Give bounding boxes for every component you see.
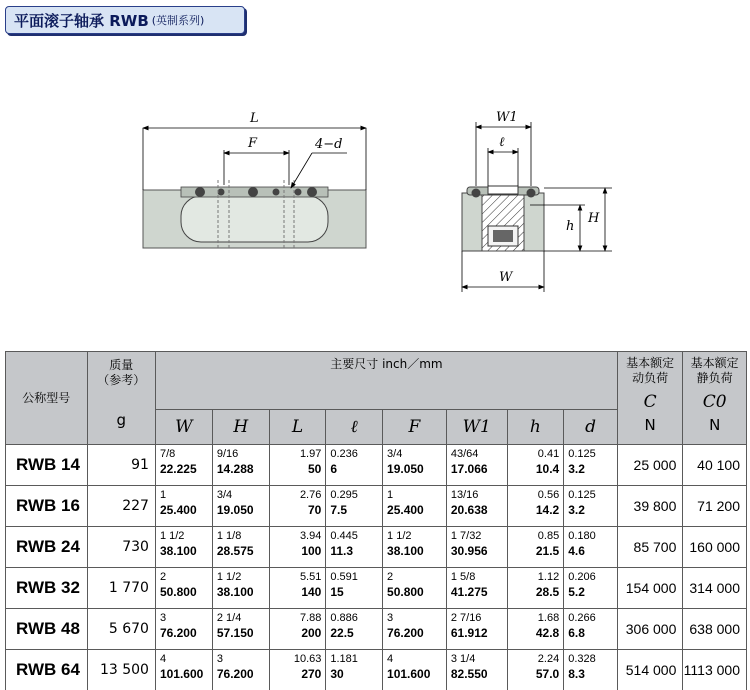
header-col-F: F: [383, 410, 447, 445]
dim-cell-W: [155, 486, 212, 527]
dim-inch-value: 2: [159, 571, 167, 583]
dim-inch-value: 2.24: [537, 653, 560, 665]
dim-inch-value: 3 1/4: [450, 653, 476, 665]
mass-cell: 91: [87, 445, 155, 486]
dim-inch-value: 0.886: [330, 612, 358, 624]
dim-inch-value: 1.97: [299, 448, 322, 460]
page-subtitle: (英制系列): [151, 14, 205, 27]
dim-cell-W1: [446, 568, 507, 609]
dim-mm-value: 21.5: [535, 544, 560, 558]
dim-mm-value: 76.200: [216, 667, 254, 681]
dim-mm-value: 50.800: [387, 585, 424, 599]
header-col-h: h: [507, 410, 564, 445]
dim-F-label: F: [248, 136, 258, 151]
dim-cell-d: [564, 568, 618, 609]
mass-cell: 5 670: [87, 609, 155, 650]
dim-inch-value: 13/16: [450, 489, 479, 501]
dim-cell-H: [212, 650, 269, 690]
dynamic-load-cell: 39 800: [617, 486, 682, 527]
dim-cell-H: [212, 445, 269, 486]
dynamic-load-cell: 306 000: [617, 609, 682, 650]
dim-mm-value: 57.0: [535, 667, 560, 681]
dim-mm-value: 5.2: [568, 585, 585, 599]
dim-cell-L: [269, 650, 326, 690]
dim-cell-L: [269, 609, 326, 650]
dim-ell-label: ℓ: [499, 135, 505, 150]
dim-inch-value: 1.181: [330, 653, 358, 665]
header-col-L: L: [269, 410, 326, 445]
dim-cell-L: [269, 486, 326, 527]
dim-mm-value: 38.100: [159, 544, 197, 558]
dynamic-load-cell: 514 000: [617, 650, 682, 690]
dim-inch-value: 1 1/2: [159, 530, 185, 542]
dim-mm-value: 25.400: [159, 503, 197, 517]
dim-inch-value: 1 1/2: [387, 530, 412, 542]
dim-inch-value: 1 1/8: [216, 530, 242, 542]
dim-cell-ell: [326, 650, 383, 690]
dim-mm-value: 101.600: [159, 667, 204, 681]
dim-inch-value: 0.266: [568, 612, 596, 624]
dim-inch-value: 0.206: [568, 571, 596, 583]
dim-cell-h: [507, 650, 564, 690]
dim-inch-value: 3: [216, 653, 223, 665]
dim-cell-F: [383, 609, 447, 650]
dim-inch-value: 2: [387, 571, 394, 583]
dim-inch-value: 1.68: [537, 612, 560, 624]
dim-inch-value: 3/4: [216, 489, 233, 501]
dim-mm-value: 3.2: [568, 503, 585, 517]
model-cell: RWB 14: [6, 445, 88, 486]
dim-mm-value: 38.100: [216, 585, 254, 599]
dim-mm-value: 50: [308, 462, 322, 476]
dim-inch-value: 3.94: [299, 530, 322, 542]
dim-cell-F: [383, 445, 447, 486]
dim-inch-value: 0.591: [330, 571, 358, 583]
dim-mm-value: 38.100: [387, 544, 424, 558]
dim-cell-ell: [326, 527, 383, 568]
dim-W-label: W: [499, 270, 513, 285]
dim-mm-value: 19.050: [387, 462, 424, 476]
header-col-d: d: [564, 410, 618, 445]
dim-mm-value: 50.800: [159, 585, 197, 599]
dim-cell-W: [155, 650, 212, 690]
model-cell: RWB 48: [6, 609, 88, 650]
dim-mm-value: 6: [330, 462, 338, 476]
header-dims: 主要尺寸 inch／mm: [155, 352, 617, 410]
dim-mm-value: 22.225: [159, 462, 197, 476]
dim-inch-value: 3: [159, 612, 167, 624]
dim-mm-value: 15: [330, 585, 344, 599]
dim-inch-value: 0.295: [330, 489, 358, 501]
dim-cell-F: [383, 527, 447, 568]
header-mass: 质量 （参考） g: [87, 352, 155, 445]
dim-inch-value: 5.51: [299, 571, 322, 583]
dim-inch-value: 4: [387, 653, 394, 665]
dim-cell-W1: [446, 650, 507, 690]
dim-mm-value: 100: [301, 544, 322, 558]
dim-cell-ell: [326, 609, 383, 650]
dim-mm-value: 28.5: [535, 585, 560, 599]
dim-mm-value: 28.575: [216, 544, 254, 558]
static-load-cell: 160 000: [683, 527, 747, 568]
dim-cell-F: [383, 568, 447, 609]
model-cell: RWB 16: [6, 486, 88, 527]
dim-inch-value: 2 1/4: [216, 612, 242, 624]
dim-mm-value: 14.288: [216, 462, 254, 476]
dim-mm-value: 76.200: [159, 626, 197, 640]
dim-cell-H: [212, 609, 269, 650]
dim-mm-value: 42.8: [535, 626, 560, 640]
dim-H-label: H: [588, 211, 600, 226]
table-row: [6, 527, 747, 568]
dim-inch-value: 43/64: [450, 448, 479, 460]
static-load-cell: 638 000: [683, 609, 747, 650]
header-static-load: 基本额定 静负荷 C0 N: [683, 352, 747, 445]
dim-cell-d: [564, 650, 618, 690]
dim-mm-value: 140: [301, 585, 322, 599]
dim-mm-value: 25.400: [387, 503, 424, 517]
dim-mm-value: 11.3: [330, 544, 354, 558]
dim-inch-value: 1.12: [537, 571, 560, 583]
dim-mm-value: 3.2: [568, 462, 585, 476]
dim-mm-value: 14.2: [535, 503, 560, 517]
dim-hole-label: 4−d: [315, 137, 343, 152]
dim-cell-W: [155, 527, 212, 568]
dim-mm-value: 20.638: [450, 503, 488, 517]
dim-cell-W1: [446, 527, 507, 568]
dim-cell-h: [507, 527, 564, 568]
dim-mm-value: 82.550: [450, 667, 488, 681]
dim-inch-value: 0.328: [568, 653, 596, 665]
dim-cell-h: [507, 568, 564, 609]
dim-cell-W: [155, 568, 212, 609]
dim-cell-W1: [446, 486, 507, 527]
dim-inch-value: 1 1/2: [216, 571, 242, 583]
dim-cell-H: [212, 568, 269, 609]
dim-mm-value: 101.600: [387, 667, 431, 681]
model-cell: RWB 64: [6, 650, 88, 690]
mass-cell: 227: [87, 486, 155, 527]
static-load-cell: 71 200: [683, 486, 747, 527]
dim-cell-d: [564, 486, 618, 527]
table-row: [6, 568, 747, 609]
dim-mm-value: 8.3: [568, 667, 585, 681]
dim-cell-W: [155, 609, 212, 650]
dim-cell-F: [383, 486, 447, 527]
dim-inch-value: 1: [387, 489, 394, 501]
model-cell: RWB 24: [6, 527, 88, 568]
spec-table-body: [6, 445, 747, 690]
dim-inch-value: 0.236: [330, 448, 358, 460]
dim-inch-value: 7/8: [159, 448, 176, 460]
mass-cell: 730: [87, 527, 155, 568]
dim-L-label: L: [250, 111, 259, 126]
header-col-ell: ℓ: [326, 410, 383, 445]
dim-inch-value: 1 7/32: [450, 530, 482, 542]
dim-inch-value: 0.445: [330, 530, 358, 542]
dim-cell-W1: [446, 445, 507, 486]
dim-mm-value: 4.6: [568, 544, 585, 558]
dim-inch-value: 2.76: [299, 489, 322, 501]
dim-mm-value: 70: [308, 503, 322, 517]
header-model: 公称型号: [6, 352, 88, 445]
dim-inch-value: 3/4: [387, 448, 403, 460]
dim-inch-value: 1 5/8: [450, 571, 476, 583]
dim-mm-value: 17.066: [450, 462, 488, 476]
dim-cell-F: [383, 650, 447, 690]
header-col-W1: W1: [446, 410, 507, 445]
table-row: [6, 486, 747, 527]
dim-mm-value: 6.8: [568, 626, 585, 640]
side-view: [143, 111, 366, 250]
dynamic-load-cell: 25 000: [617, 445, 682, 486]
dim-h-label: h: [566, 219, 575, 234]
dim-inch-value: 10.63: [293, 653, 322, 665]
dim-mm-value: 270: [301, 667, 322, 681]
dim-cell-L: [269, 445, 326, 486]
dim-mm-value: 22.5: [330, 626, 354, 640]
dim-inch-value: 0.180: [568, 530, 596, 542]
dim-inch-value: 0.56: [537, 489, 560, 501]
dim-cell-H: [212, 486, 269, 527]
dim-cell-d: [564, 609, 618, 650]
spec-table: [5, 351, 747, 690]
dynamic-load-cell: 85 700: [617, 527, 682, 568]
dim-mm-value: 57.150: [216, 626, 254, 640]
dim-inch-value: 3: [387, 612, 394, 624]
dim-mm-value: 30: [330, 667, 344, 681]
dim-inch-value: 1: [159, 489, 167, 501]
header-dynamic-load: 基本额定 动负荷 C N: [617, 352, 682, 445]
dim-mm-value: 30.956: [450, 544, 488, 558]
header-col-H: H: [212, 410, 269, 445]
dim-inch-value: 7.88: [299, 612, 322, 624]
dim-mm-value: 41.275: [450, 585, 488, 599]
dim-mm-value: 7.5: [330, 503, 348, 517]
table-row: [6, 650, 747, 690]
mass-cell: 13 500: [87, 650, 155, 690]
table-row: [6, 609, 747, 650]
dim-cell-h: [507, 445, 564, 486]
static-load-cell: 314 000: [683, 568, 747, 609]
dim-mm-value: 76.200: [387, 626, 424, 640]
dim-cell-ell: [326, 568, 383, 609]
dim-mm-value: 61.912: [450, 626, 488, 640]
mass-cell: 1 770: [87, 568, 155, 609]
dim-mm-value: 19.050: [216, 503, 254, 517]
dim-cell-H: [212, 527, 269, 568]
dim-mm-value: 200: [301, 626, 322, 640]
dim-cell-L: [269, 568, 326, 609]
dim-inch-value: 0.41: [537, 448, 560, 460]
dim-inch-value: 4: [159, 653, 167, 665]
dim-inch-value: 0.125: [568, 448, 596, 460]
static-load-cell: 40 100: [683, 445, 747, 486]
dim-cell-ell: [326, 445, 383, 486]
dim-inch-value: 0.85: [537, 530, 560, 542]
dim-inch-value: 0.125: [568, 489, 596, 501]
dim-cell-ell: [326, 486, 383, 527]
dim-inch-value: 2 7/16: [450, 612, 482, 624]
dim-cell-W: [155, 445, 212, 486]
dim-cell-L: [269, 527, 326, 568]
dim-inch-value: 9/16: [216, 448, 239, 460]
page-title: 平面滚子轴承 RWB: [14, 11, 149, 30]
dim-mm-value: 10.4: [535, 462, 560, 476]
table-row: [6, 445, 747, 486]
dim-cell-h: [507, 609, 564, 650]
dim-cell-W1: [446, 609, 507, 650]
dim-cell-d: [564, 527, 618, 568]
model-cell: RWB 32: [6, 568, 88, 609]
dim-cell-h: [507, 486, 564, 527]
static-load-cell: 1113 000: [683, 650, 747, 690]
header-col-W: W: [155, 410, 212, 445]
dynamic-load-cell: 154 000: [617, 568, 682, 609]
dim-cell-d: [564, 445, 618, 486]
end-view: [462, 110, 612, 292]
dim-W1-label: W1: [496, 110, 518, 125]
